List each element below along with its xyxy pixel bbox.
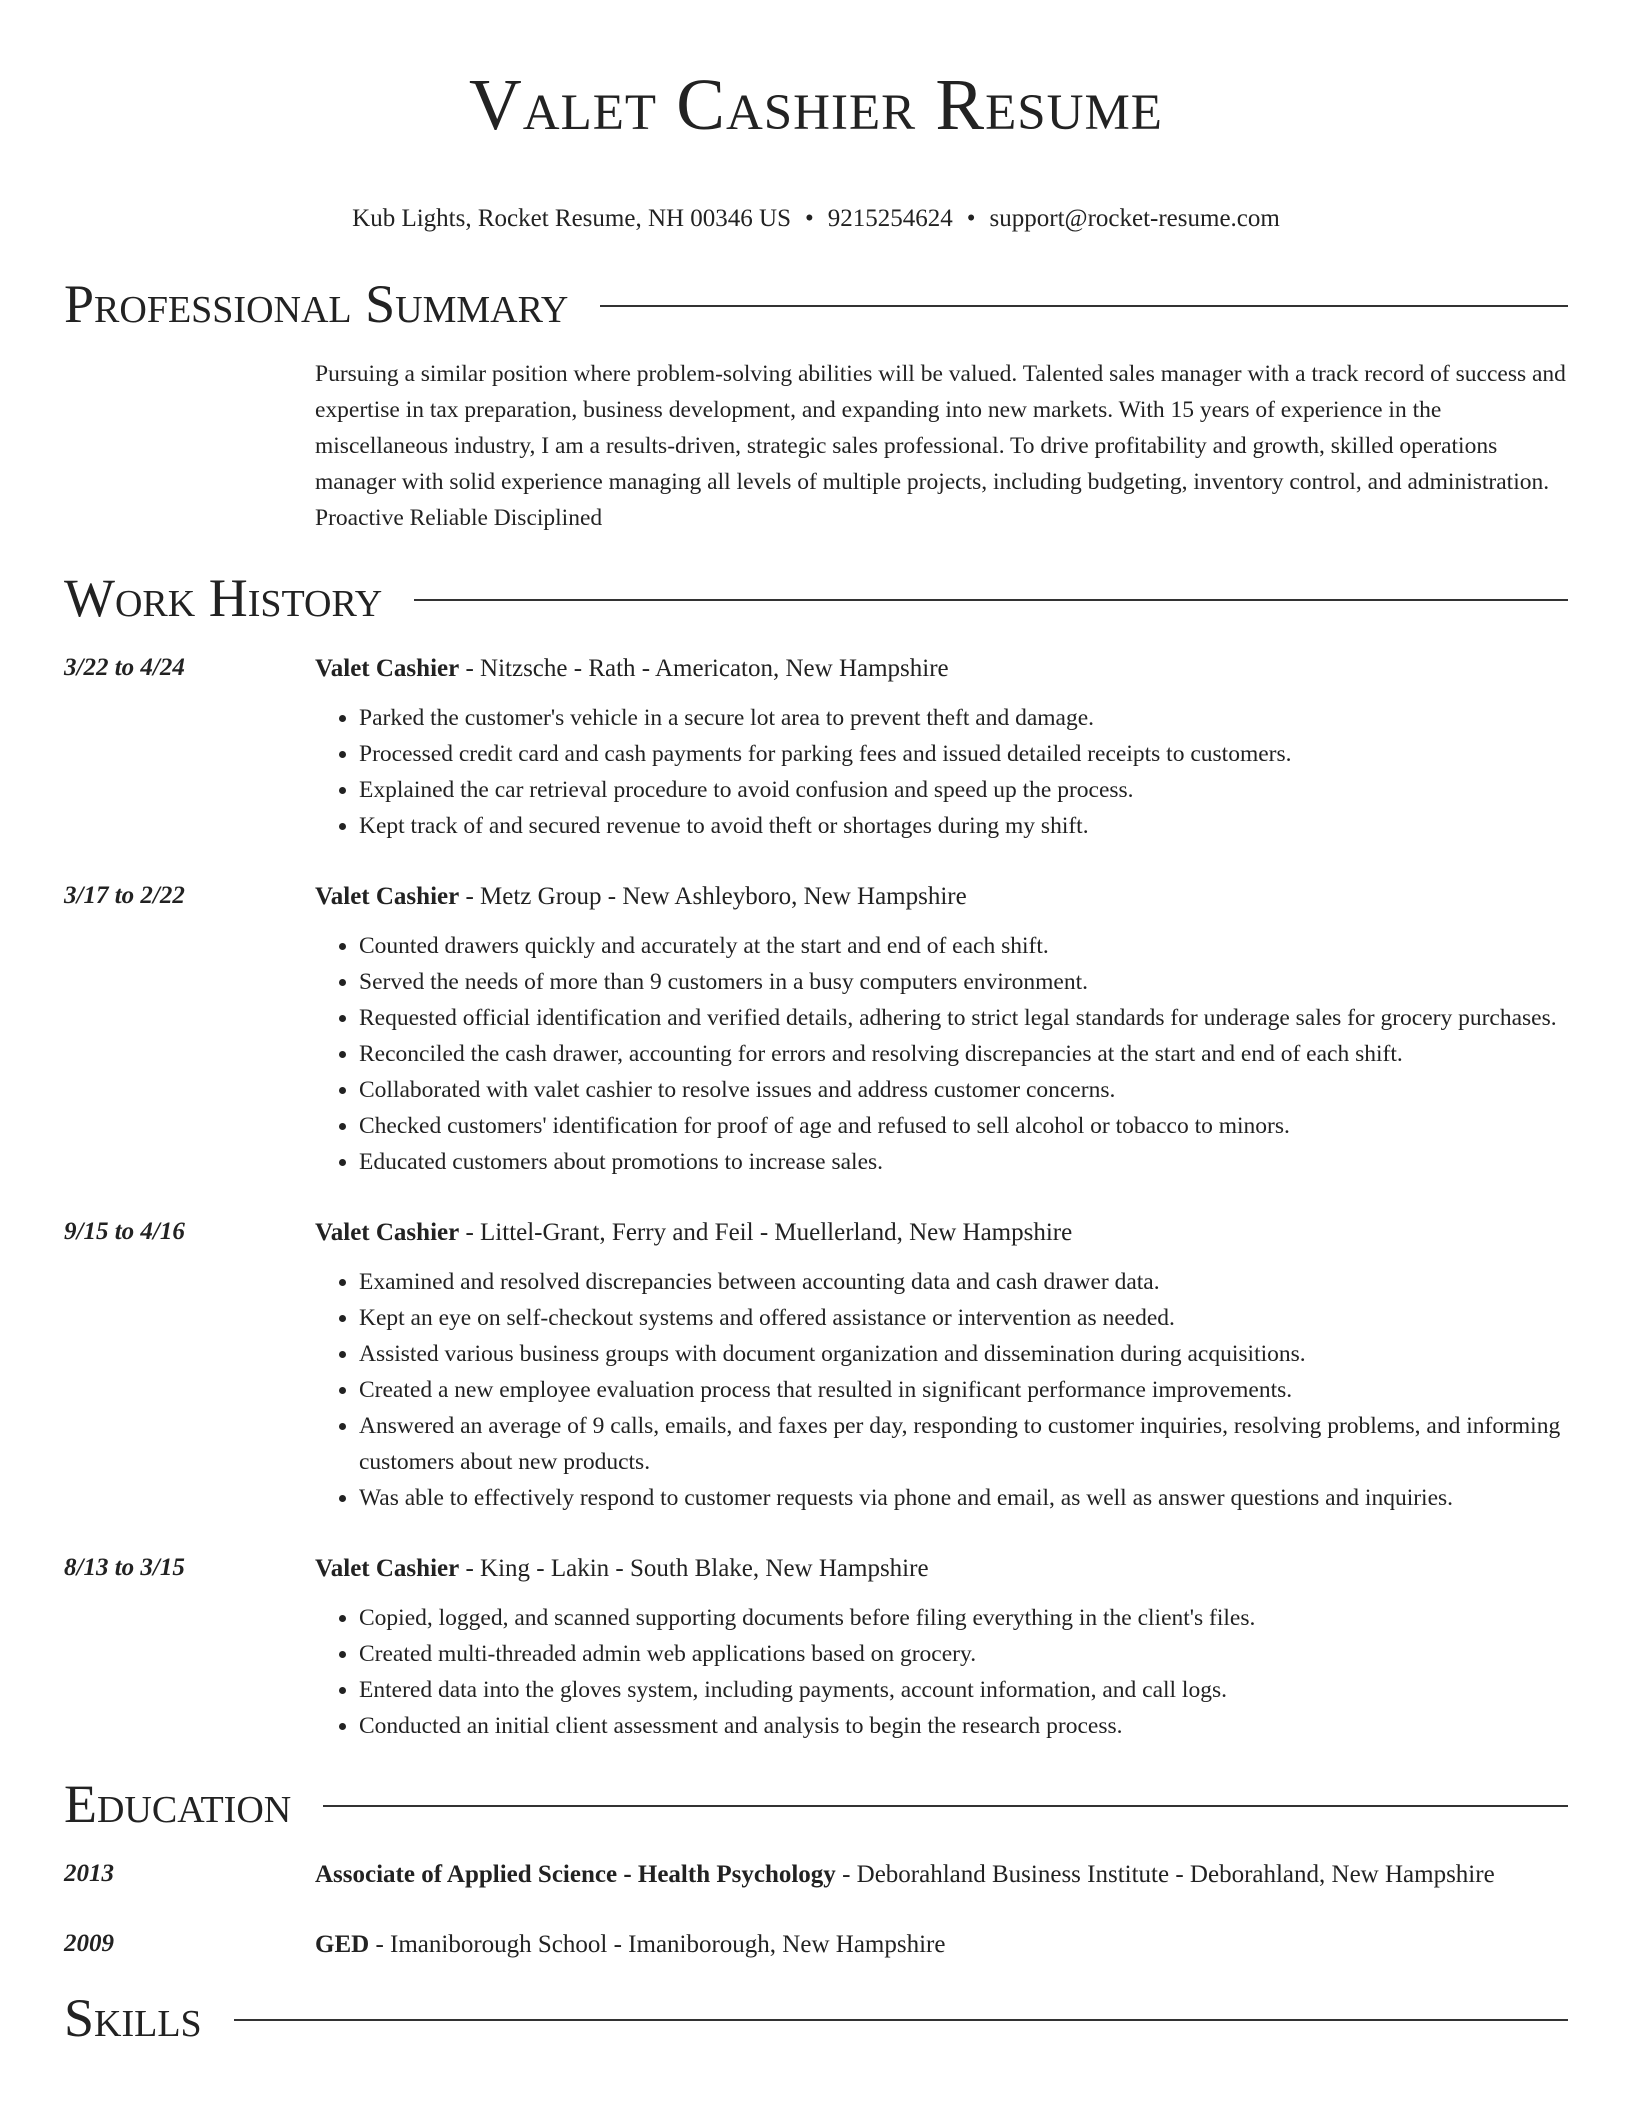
education-entry-heading [315,1926,1568,1964]
education-degree: GED [315,1931,370,1958]
list-item: • Entered data into the gloves system, including payments, account information, and call logs. [359,1672,1568,1708]
contact-email: support@rocket-resume.com [989,205,1280,232]
education-entry-heading [315,1856,1568,1894]
list-item: • Parked the customer's vehicle in a secure lot area to prevent theft and damage. [359,700,1568,736]
work-section-header [64,566,1568,630]
summary-text: Pursuing a similar position where problem-solving abilities will be valued. Talented sales manager with a track record of success and expertise in tax preparation, business development, and expanding into new markets. With 15 years of experience in the miscellaneous industry, I am a results-driven, strategic sales professional. To drive profitability and growth, skilled operations manager with solid experience managing all levels of multiple projects, including budgeting, inventory control, and administration. Proactive Reliable Disciplined [315,361,1566,531]
list-item: • Created multi-threaded admin web applications based on grocery. [359,1636,1568,1672]
work-entry-role: Valet Cashier [315,1555,460,1582]
work-entry-role: Valet Cashier [315,1219,460,1246]
work-entry-body [315,878,1568,1180]
summary-section-header [64,272,1568,336]
section-divider [600,305,1568,307]
work-entry-body [315,1214,1568,1516]
education-entry-year: 2009 [64,1930,114,1957]
education-entry-body [315,1856,1568,1894]
work-entry-role: Valet Cashier [315,883,460,910]
education-details: - Imaniborough School - Imaniborough, New Hampshire [369,1931,946,1958]
work-entry-bullets [315,928,1568,1180]
section-divider [234,2019,1568,2021]
work-entry-bullets [315,700,1568,844]
education-entry-year: 2013 [64,1860,114,1887]
section-divider [414,599,1568,601]
work-entry [64,1214,1568,1516]
work-entry [64,878,1568,1180]
work-entry-dates: 3/22 to 4/24 [64,654,185,681]
section-divider [323,1805,1568,1807]
work-entry-dates: 3/17 to 2/22 [64,882,185,909]
work-entry-bullets [315,1600,1568,1744]
work-entry-heading [315,1550,1568,1588]
resume-title: Valet Cashier Resume [469,64,1163,145]
list-item: • Processed credit card and cash payments for parking fees and issued detailed receipts to customers. [359,736,1568,772]
contact-line [64,204,1568,234]
work-entry-bullets [315,1264,1568,1516]
list-item: • Conducted an initial client assessment and analysis to begin the research process. [359,1708,1568,1744]
list-item: • Requested official identification and verified details, adhering to strict legal standards for underage sales for grocery purchases. [359,1000,1568,1036]
list-item: • Examined and resolved discrepancies between accounting data and cash drawer data. [359,1264,1568,1300]
work-entry-details: - Littel-Grant, Ferry and Feil - Muellerland, New Hampshire [459,1219,1073,1246]
skills-section-title: Skills [64,1988,202,2048]
contact-separator: • [966,205,976,232]
work-entry-dates: 9/15 to 4/16 [64,1218,185,1245]
contact-phone: 9215254624 [827,205,953,232]
work-entry-details: - King - Lakin - South Blake, New Hampshire [459,1555,929,1582]
list-item: • Reconciled the cash drawer, accounting for errors and resolving discrepancies at the start and end of each shift. [359,1036,1568,1072]
work-entry-dates: 8/13 to 3/15 [64,1554,185,1581]
list-item: • Collaborated with valet cashier to resolve issues and address customer concerns. [359,1072,1568,1108]
education-entry [64,1926,1568,1964]
list-item: • Checked customers' identification for proof of age and refused to sell alcohol or tobacco to minors. [359,1108,1568,1144]
education-entry-body [315,1926,1568,1964]
work-entry-heading [315,650,1568,688]
list-item: • Was able to effectively respond to customer requests via phone and email, as well as answer questions and inquiries. [359,1480,1568,1516]
list-item: • Kept track of and secured revenue to avoid theft or shortages during my shift. [359,808,1568,844]
contact-address: Kub Lights, Rocket Resume, NH 00346 US [352,205,792,232]
work-entry [64,650,1568,844]
list-item: • Answered an average of 9 calls, emails, and faxes per day, responding to customer inquiries, resolving problems, and informing customers about new products. [359,1408,1568,1480]
education-section-header [64,1772,1568,1836]
summary-section-title: Professional Summary [64,274,569,334]
list-item: • Educated customers about promotions to increase sales. [359,1144,1568,1180]
work-entry-details: - Metz Group - New Ashleyboro, New Hampshire [459,883,967,910]
work-entry-body [315,1550,1568,1744]
work-entry-heading [315,1214,1568,1252]
list-item: • Assisted various business groups with document organization and dissemination during acquisitions. [359,1336,1568,1372]
education-degree: Associate of Applied Science - Health Psychology [315,1861,836,1888]
list-item: • Created a new employee evaluation process that resulted in significant performance improvements. [359,1372,1568,1408]
education-details: - Deborahland Business Institute - Deborahland, New Hampshire [835,1861,1495,1888]
work-entry [64,1550,1568,1744]
work-section-title: Work History [64,568,383,628]
work-history-list [64,650,1568,1744]
list-item: • Kept an eye on self-checkout systems and offered assistance or intervention as needed. [359,1300,1568,1336]
education-entry [64,1856,1568,1894]
work-entry-heading [315,878,1568,916]
list-item: • Counted drawers quickly and accurately at the start and end of each shift. [359,928,1568,964]
contact-separator: • [805,205,814,232]
list-item: • Copied, logged, and scanned supporting documents before filing everything in the client's files. [359,1600,1568,1636]
list-item: • Served the needs of more than 9 customers in a busy computers environment. [359,964,1568,1000]
work-entry-body [315,650,1568,844]
skills-section-header [64,1986,1568,2050]
education-section-title: Education [64,1774,292,1834]
work-entry-role: Valet Cashier [315,655,460,682]
list-item: • Explained the car retrieval procedure to avoid confusion and speed up the process. [359,772,1568,808]
work-entry-details: - Nitzsche - Rath - Americaton, New Hampshire [459,655,949,682]
